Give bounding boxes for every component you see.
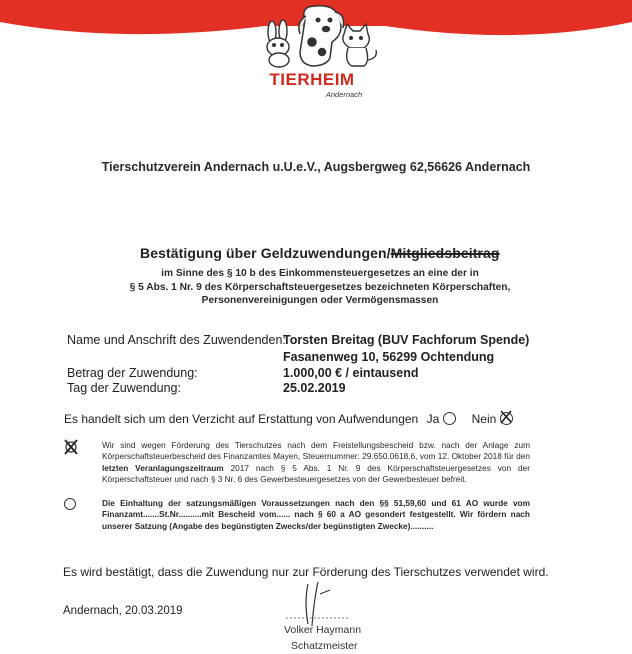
option1-text-part: Wir sind wegen Förderung des Tierschutzes nach dem Freistellungsbescheid bzw. nach der Anlage zum Körperschaftsteuerbescheid des Finanzamtes Mayen, Steuernummer: 29.650.0618.6, vom 12. Oktober 2018 für den — [102, 440, 530, 462]
waiver-yes-label: Ja — [426, 412, 440, 426]
document-subtitle — [120, 267, 520, 308]
confirmation-text: Es wird bestätigt, dass die Zuwendung nur zur Förderung des Tierschutzes verwendet wird. — [63, 565, 549, 579]
donor-address-value: Fasanenweg 10, 56299 Ochtendung — [283, 350, 495, 364]
cross-mark-icon — [498, 409, 514, 425]
date-label: Tag der Zuwendung: — [67, 381, 181, 395]
signer-name: Volker Haymann — [284, 624, 362, 636]
signer-role: Schatzmeister — [291, 640, 358, 652]
option1-text-part: 2017 nach § 5 Abs. 1 Nr. 9 des Körperschaftsteuergesetzes von der Körperschaftsteuer und nach § 3 Nr. 6 des Gewerbesteuergesetzes von der Gewerbesteuer befreit. — [102, 462, 530, 485]
document-title — [140, 245, 500, 261]
donor-name-value: Torsten Breitag (BUV Fachforum Spende) — [283, 333, 530, 347]
waiver-question — [64, 412, 513, 426]
option2-radio[interactable] — [64, 498, 76, 510]
option1-text-bold: letzten Veranlagungszeitraum — [102, 462, 224, 473]
dog-icon — [299, 6, 344, 66]
amount-value: 1.000,00 € / eintausend — [283, 366, 419, 380]
handwritten-signature — [278, 576, 358, 630]
option2-text: Die Einhaltung der satzungsmäßigen Voraussetzungen nach den §§ 51,59,60 und 61 AO wurde vom Finanzamt.......St.Nr..........mit Bescheid vom...... nach § 60 a AO gesondert festgestellt. Wir fördern nach unserer Satzung (Angabe des begünstigten Zwecks/der begünstigten Zwecke).......... — [102, 498, 530, 531]
waiver-question-text: Es handelt sich um den Verzicht auf Erstattung von Aufwendungen — [64, 412, 419, 426]
rabbit-icon — [267, 20, 289, 67]
logo-title: TIERHEIM — [269, 70, 355, 89]
title-struck: Mitgliedsbeitrag — [390, 245, 500, 261]
option1-text — [102, 440, 530, 486]
subtitle-line: im Sinne des § 10 b des Einkommensteuergesetzes an eine der in — [161, 268, 479, 279]
donor-name-label: Name und Anschrift des Zuwendenden: — [67, 333, 286, 347]
option1-checked-mark[interactable] — [62, 438, 80, 456]
waiver-no-checkbox[interactable] — [500, 412, 513, 425]
waiver-no-label: Nein — [471, 412, 497, 426]
letterhead-banner — [0, 0, 632, 110]
title-main: Bestätigung über Geldzuwendungen/ — [140, 245, 391, 261]
cat-icon — [343, 24, 376, 66]
logo-subtitle: Andernach — [325, 90, 363, 99]
organization-address: Tierschutzverein Andernach u.U.e.V., Augsbergweg 62,56626 Andernach — [101, 160, 531, 174]
subtitle-line: Personenvereinigungen oder Vermögensmassen — [201, 295, 439, 307]
amount-label: Betrag der Zuwendung: — [67, 366, 198, 380]
subtitle-line: § 5 Abs. 1 Nr. 9 des Körperschaftsteuergesetzes bezeichneten Körperschaften, — [129, 281, 511, 293]
place-date: Andernach, 20.03.2019 — [63, 605, 183, 617]
waiver-yes-checkbox[interactable] — [443, 412, 456, 425]
date-value: 25.02.2019 — [283, 381, 346, 395]
